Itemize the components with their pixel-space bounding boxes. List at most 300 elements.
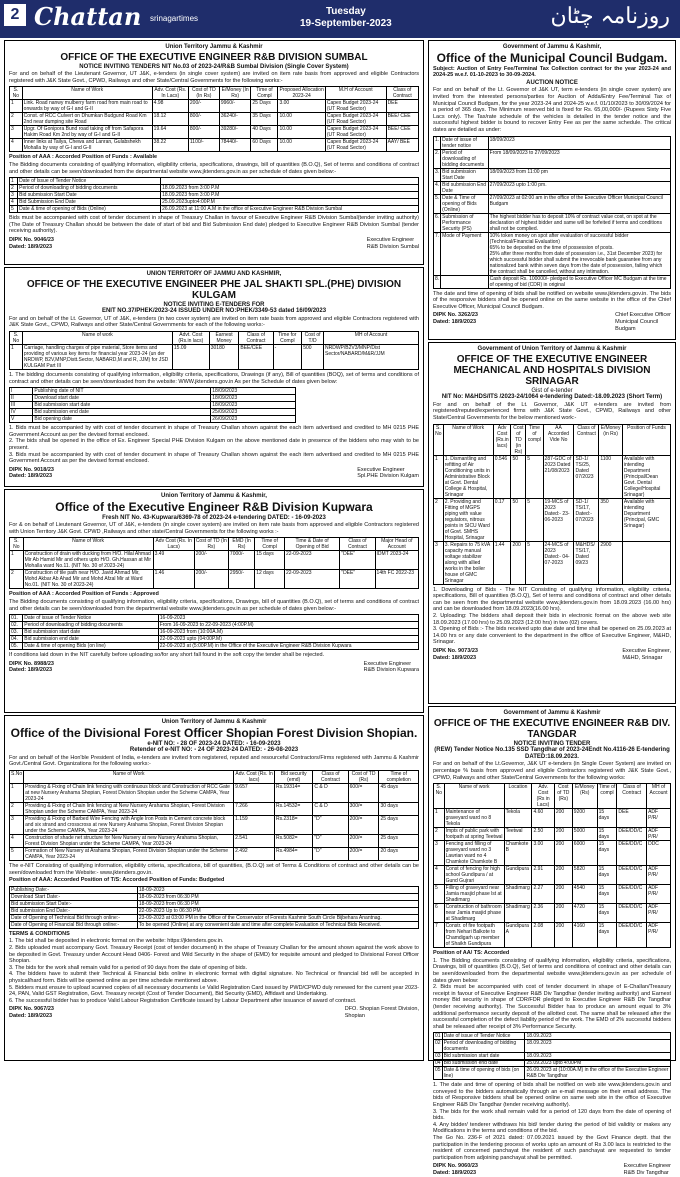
table-cell: Capex Budget 2023-24 (UT Road Sector)	[325, 139, 386, 152]
table-cell: From 18/09/2023 to 27/09/2023	[488, 149, 670, 168]
table-cell: 01	[435, 1033, 441, 1040]
table-cell: 14th FC 2022-23	[375, 570, 418, 589]
table-cell: 1	[10, 344, 23, 369]
schedule-row	[10, 893, 419, 900]
table-cell: 25.09.2023 upto 4:00PM	[525, 1060, 671, 1067]
col-header: Cost of TD (in Rs)	[511, 424, 526, 455]
table-cell: Bid opening date	[33, 416, 211, 423]
dipk-number: DIPK No. 9018/23 Dated: 18/9/2023	[9, 466, 54, 480]
col-header: Class of Contract	[340, 538, 375, 551]
works-table-body	[434, 455, 671, 584]
ad-notice: NOTICE INVITING TENDERS NIT No.03 of 2023-24/R&B Sumbal Division (Single Cover System)	[79, 63, 349, 70]
table-cell: Constr. of fire footpath from Nehari Balkote to Chamdigarh up member of Shaikh Gundipura	[444, 923, 504, 948]
table-cell: Download start date	[33, 395, 211, 402]
ad-notes: 1. Bids must be accompanied by with cost of tender document in shape of Treasury Challan shown against the each item advertised and credited to MH 0215 PHE Government Account as per the devised format enclosed. 2. The bids shall be opened in the office of Ex. Engineer Special PHE Division Kulgam on the above mentioned date in presence of the bidders who may wish to be present. 3. Bids must be accompanied by with cost of tender document in shape of Treasury Challan shown against the each item advertised and credited to MH 0215 PHE Government Account as per the devised format enclosed.	[9, 425, 419, 465]
ad-government: Union Territory Jammu & Kashmir	[165, 44, 263, 50]
table-cell: 22-09-2023	[284, 551, 339, 570]
table-cell: Rs.4984=	[275, 847, 313, 860]
table-cell: 19.64	[152, 126, 188, 139]
table-cell: 2	[10, 185, 18, 192]
table-cell: ADF P/R/	[647, 866, 671, 885]
table-cell: 7	[434, 923, 445, 948]
table-cell: Construction of bathroom near Jamia masjid phase at Shadimarg	[444, 904, 504, 923]
table-row	[10, 126, 419, 139]
table-cell: 3.	[434, 168, 441, 181]
table-cell: 200	[554, 904, 572, 923]
col-header: Adv. Cost (Rs. In Lacs)	[152, 87, 188, 100]
col-header: S. No	[10, 331, 23, 344]
table-cell: "D"	[313, 834, 348, 847]
table-cell: 200	[554, 841, 572, 866]
col-header: EMD (In Rs)	[228, 538, 254, 551]
ad-government: Union Territory of Jammu & Kashmir,	[161, 493, 267, 499]
table-row	[434, 904, 671, 923]
table-cell: 22-09-2023	[284, 570, 339, 589]
table-header-row	[10, 538, 419, 551]
terms-title: TERMS & CONDITIONS	[9, 930, 70, 937]
table-cell: 18/09/2023	[211, 388, 296, 395]
col-header: Cost of T/D	[302, 331, 324, 344]
masthead	[0, 0, 680, 38]
table-cell: Tekola	[504, 809, 532, 828]
table-cell: 25/09/2023	[211, 409, 296, 416]
table-cell: 23-09-2023 at 03:00 PM in the Office of the Conservator of Forests Kashmir South Circle Bijbehara Anantnag.	[137, 914, 418, 921]
table-cell: 9.657	[234, 783, 275, 802]
schedule-row	[10, 178, 419, 185]
table-cell: 1	[10, 178, 18, 185]
table-cell: C & D	[313, 802, 348, 815]
table-cell: 200/=	[348, 847, 379, 860]
signer: Executive Engineer R&B Division Kupwara	[363, 660, 419, 674]
col-header: S.No	[10, 770, 24, 783]
table-cell: ADF P/R/	[647, 885, 671, 904]
table-cell: 2	[434, 828, 445, 841]
table-cell: Date of Opening of Technical Bid through online:-	[10, 914, 138, 921]
schedule-row	[10, 185, 419, 192]
col-header: Adv. Cost (Rs in Lacs)	[532, 784, 554, 809]
dipk-number: DIPK No. 8988/23 Dated: 18/9/2023	[9, 660, 54, 674]
masthead-date-value: 19-September-2023	[300, 18, 392, 29]
schedule-row	[434, 136, 671, 149]
table-cell: 200	[554, 828, 572, 841]
signer: DFO. Shopian Forest Division, Shopian	[344, 1006, 419, 1019]
table-cell: Fencing and filling of graveyard ward no 3 Lawrian ward no 4 Chamkote Chamkote B	[444, 841, 504, 866]
table-cell: 15 days	[597, 904, 617, 923]
table-cell: Date & time of opening of bids (on line)	[442, 1067, 525, 1080]
schedule-row	[434, 275, 671, 288]
table-cell: Period of downloading of bidding documents	[442, 1040, 525, 1053]
table-cell: Available with intending Department (Principal/Dean Govt. Dental College/Hospital Srinagar)	[622, 455, 670, 498]
table-cell: 6	[434, 904, 445, 923]
col-header: Time of Compl	[255, 538, 285, 551]
table-cell: 04	[435, 1060, 441, 1067]
ad-footer: The date and time of opening of bids shall be notified on website www.jktenders.gov.in. The bids of the responsive bidders shall be opened online on the same website in the office of the Chief Executive Officer, Municipal Council Budgam.	[433, 290, 671, 310]
ad-signature	[9, 661, 419, 674]
table-row	[10, 815, 419, 834]
ad-intro: For and on behalf of the Lt. Governor, UT of J&K, e-tenders (in two cover system) are invited on item rate basis from approved and eligible Contractors registered with J&K State Govt., CPWD, Railways and other State/Central Governments for each of the following works:-	[9, 315, 419, 329]
col-header: S. No	[434, 784, 445, 809]
table-cell: 15.09	[172, 344, 209, 369]
ad-notice: e-NIT NO: - 28 OF 2023-24 DATED: - 16-09-2023	[147, 740, 281, 747]
schedule-row	[434, 1040, 671, 1053]
col-header: MH of Account	[647, 784, 671, 809]
table-cell: 2.492	[234, 847, 275, 860]
works-table	[9, 770, 419, 861]
schedule-row	[10, 622, 419, 629]
table-cell: Inner links at Tailya, Chewa and Lanran, Gulabshekh Mohalla by way of G-I and G-II	[22, 139, 152, 152]
ad-position: Position of AAA: Accorded Position of T/S: Accorded Position of Funds: Budgeted	[9, 877, 225, 884]
table-cell: 3	[10, 815, 24, 834]
table-cell: 25 days	[379, 815, 419, 834]
ad-office-title: Office of the Executive Engineer R&B Division Kupwara	[55, 499, 373, 514]
schedule-row	[434, 149, 671, 168]
ad-rb-tangdar	[428, 706, 676, 1176]
table-cell: 30 days	[379, 802, 419, 815]
col-header: Proposed Allocation 2023-24	[279, 87, 324, 100]
schedule-row	[10, 615, 419, 622]
table-cell: 2. Providing and Fitting of MGPS piping with value regulators, nitrous points in SICU Ward of Govt. SMHS Hospital, Srinagar	[443, 498, 493, 541]
table-row	[10, 570, 419, 589]
table-cell: Construction of shade net structure for New Nursery at new Nursery Arahama Shopian, Forest Division Shopian under the Scheme CAMPA, Year 2023-24	[24, 834, 234, 847]
schedule-body	[434, 136, 671, 288]
table-cell: 10.00	[278, 139, 325, 152]
masthead-day: Tuesday	[325, 6, 366, 17]
table-cell: Rs.2318=	[275, 815, 313, 834]
schedule-body	[434, 1033, 671, 1080]
table-cell: Date & time of opening Bids (on line)	[23, 643, 158, 650]
table-cell: 2	[434, 498, 444, 541]
table-cell: 4.	[434, 181, 441, 194]
page-number: 2	[4, 4, 26, 26]
table-cell: Gundipura A	[504, 923, 532, 948]
table-cell: 200	[511, 541, 526, 584]
table-cell: Filling of graveyard near Jamia masjid phase lst at Shadimarg	[444, 885, 504, 904]
table-cell: 5820	[572, 866, 597, 885]
dipk-number: DIPK No. 9067/23 Dated: 18/9/2023	[9, 1006, 54, 1019]
dipk-number: DIPK No. 9060/23 Dated: 18/9/2023	[433, 1163, 478, 1176]
ad-phe-kulgam	[4, 267, 424, 487]
masthead-date	[300, 6, 392, 30]
table-cell: BEE/ CEE	[386, 113, 418, 126]
ad-nit-number: NIT No: M&HDS/ITS /2023-24/1064 e-tendering Dated:-18.09.2023 (Short Term)	[441, 394, 663, 401]
schedule-row	[10, 914, 419, 921]
col-header: Class of Contract	[239, 331, 273, 344]
table-cell: 02	[434, 1040, 443, 1053]
table-cell: Providing & Fixing of Barbed Wire Fencing with Angle Iron Posts in Cement concrete block and six strand and crosscross at new Nursery Arahama Shopian, Forest Division Shopian under the Scheme CAMPA, Year 2023-24	[24, 815, 234, 834]
col-header: Earnest Money	[209, 331, 239, 344]
table-cell: Teetwal	[504, 828, 532, 841]
ad-notice-retender: Retender of e-NIT NO: - 24 OF 2023-24 DATED: - 26-08-2023	[129, 747, 299, 754]
schedule-row	[10, 921, 419, 928]
table-cell: Capex Budget 2023-24 (UT Road Sector)	[325, 126, 386, 139]
table-row	[434, 885, 671, 904]
table-cell: Bid submission Start Date	[441, 168, 488, 181]
ad-signature	[9, 1006, 419, 1019]
signer: Executive Engineer Spl.PHE Division Kulgam	[357, 466, 419, 480]
col-header: Class of Contract	[313, 770, 348, 783]
col-header: Time of compl	[526, 424, 543, 455]
schedule-row	[434, 1033, 671, 1040]
table-cell: DEE	[386, 100, 418, 113]
table-cell: 03.	[10, 629, 23, 636]
ad-notice: AUCTION NOTICE	[526, 79, 578, 86]
table-row	[10, 139, 419, 152]
table-cell: Maintenance of graveyard ward no 8 Tekola	[444, 809, 504, 828]
table-cell: 45 days	[379, 783, 419, 802]
ad-position: Position of AAA : Accorded Position of Funds : Available	[9, 154, 158, 161]
schedule-row	[10, 636, 419, 643]
table-cell: 01.	[10, 615, 23, 622]
col-header: M.H of Account	[325, 87, 386, 100]
table-cell: Date of issue of Tender Notice	[442, 1033, 525, 1040]
table-cell: 3.49	[153, 551, 194, 570]
table-cell: 25 Days	[251, 100, 278, 113]
table-cell: Bid submission start date	[33, 402, 211, 409]
table-cell: 36240/-	[219, 113, 251, 126]
schedule-row	[10, 886, 419, 893]
table-cell: 5.	[434, 194, 441, 213]
table-cell: 5	[434, 885, 445, 904]
ad-intro: For and on behalf of the Hon'ble President of India, e-tenders are invited from registered, reputed and resourceful Contractors/Firms registered with Jammu & Kashmir Govt./Central Govt. Organizations for the following works:-	[9, 754, 419, 768]
schedule-row	[434, 1060, 671, 1067]
table-cell: "D"	[313, 847, 348, 860]
table-header-row	[10, 87, 419, 100]
table-cell: Bid submission end date	[33, 409, 211, 416]
table-cell: BEE/ CEE	[386, 126, 418, 139]
table-cell: 15 days	[597, 885, 617, 904]
schedule-row	[10, 409, 296, 416]
table-cell: 26.09.2023 at 11:00 A.M in the office of Executive Engineer R&B Division Sumbal	[161, 206, 419, 213]
table-cell: 3.00	[278, 100, 325, 113]
table-cell: 300/=	[348, 802, 379, 815]
table-cell: ADF P/R/	[647, 828, 671, 841]
table-cell: 8.	[434, 275, 441, 288]
schedule-body	[10, 615, 419, 650]
table-cell: Date of issue of Tender Notice	[23, 615, 158, 622]
table-cell: 2.541	[234, 834, 275, 847]
table-cell: "DEE"	[340, 570, 375, 589]
table-cell: "D"	[313, 815, 348, 834]
table-cell: 1. Dismantling and refitting of Air Conditioning units in Administrative Block at Govt. Dental College & Hospital, Srinagar	[443, 455, 493, 498]
table-cell: 6000	[572, 841, 597, 866]
works-table	[433, 783, 671, 948]
schedule-row	[10, 206, 419, 213]
schedule-row	[10, 416, 296, 423]
table-cell: 500	[302, 344, 324, 369]
table-row	[434, 841, 671, 866]
table-cell: 2.91	[532, 866, 554, 885]
col-header: MH of Account	[323, 331, 418, 344]
col-header: Adv Cost (Rs.in lacs)	[493, 424, 511, 455]
table-cell: 4	[434, 866, 445, 885]
table-cell: Providing & Fixing of Chain link fencing with continuous block and Construction of RCC Gate at new Nursery Arahama Shopian, Forest Division Shopian under the Scheme CAMPA, Year 2023-24	[24, 783, 234, 802]
table-cell: 4720	[572, 904, 597, 923]
table-cell: IDMT 2023-24	[375, 551, 418, 570]
col-header: E/Money (In Rs)	[219, 87, 251, 100]
table-cell: 4160	[572, 923, 597, 948]
table-cell: 26/09/2023	[211, 416, 296, 423]
works-table-body	[10, 783, 419, 860]
table-cell: 800/-	[188, 113, 219, 126]
table-cell: 2.08	[532, 923, 554, 948]
col-header: Name of Work	[23, 538, 153, 551]
ad-intro: For & on behalf of Lieutenant Governor, UT of J&K, e-tenders (in single cover system) are invited on item rate basis from approved and eligible Contractors registered with Union Territory J&K Govt. CPWD ,Railways and other state/Central Governments for the following works :-	[9, 522, 419, 535]
schedule-row	[434, 1067, 671, 1080]
table-cell: Date & time of opening of Bids (Online)	[18, 206, 161, 213]
table-cell: Bid submission End Date:-	[10, 907, 138, 914]
table-row	[10, 100, 419, 113]
table-cell: 3	[10, 192, 18, 199]
table-cell: 35 Days	[251, 113, 278, 126]
table-cell: 2	[10, 802, 24, 815]
table-cell: ADF P/R/	[647, 809, 671, 828]
ad-government: UNION TERRITORY OF JAMMU AND KASHMIR,	[146, 271, 282, 277]
table-cell: Date of Issue of Tender Notice	[18, 178, 161, 185]
table-cell: Period of downloading of bidding documents	[18, 185, 161, 192]
table-cell: 1100/-	[188, 139, 219, 152]
table-cell: 18/09/2023 from 11:00 pm	[488, 168, 670, 181]
table-cell: Formation of New Nursery at Arahama Shopian, Forest Division Shopian under the Scheme CAMPA, Year 2023-24	[24, 847, 234, 860]
schedule-table	[433, 1032, 671, 1080]
table-cell: Bid submission start date	[442, 1053, 525, 1060]
table-cell: 27/09/2023 upto 1:00 pm.	[488, 181, 670, 194]
works-table	[433, 424, 671, 585]
table-cell: Publishing date of NIT	[33, 388, 211, 395]
table-cell: 16-09-2023	[158, 615, 418, 622]
table-cell: Rs.14532=	[275, 802, 313, 815]
col-header: AA Accorded Vide No	[543, 424, 574, 455]
schedule-row	[434, 168, 671, 181]
table-cell: Publishing Date:-	[10, 886, 138, 893]
table-row	[10, 783, 419, 802]
table-cell	[161, 178, 419, 185]
schedule-table	[9, 387, 296, 423]
table-cell: 2	[10, 113, 23, 126]
table-cell: 10.00	[278, 126, 325, 139]
ad-rb-kupwara	[4, 489, 424, 713]
schedule-row	[10, 907, 419, 914]
table-cell: 1.44	[493, 541, 511, 584]
table-cell: 7.266	[234, 802, 275, 815]
table-cell: 24-MCS of 2023 Dated:- 04-07-2023	[543, 541, 574, 584]
col-header: S. No	[10, 538, 24, 551]
table-cell: The highest bidder has to deposit 10% of contract value cost, on spot at the declaration of highest bidder and same will be forfeited if terms and conditions shall not be complied.	[488, 213, 670, 232]
table-cell: 350	[599, 498, 623, 541]
col-header: Cost of TD (In Rs)	[195, 538, 227, 551]
ad-body: For and on behalf of the Lt. Governor of J&K UT, term e-tenders (in single cover system) are invited from the interested persons/parties for Auction of Adda/Entry Fee/Terminal Tax of Municipal Council Budgam, for the year 2023-24 and 2024-25 w.e.f. 01/10/2023 to 30/09/2024 for a period of 365 days. The Minimum reserved bid is fixed for Rs. 65,00,000/- (Rupees Sixty Five Lacs only). The Tax/rate schedule of the vehicles is detailed in the tender notice and the successful highest bidder is bound to recover Entry Fee as per the same schedule. The critical dates are detailed as under:	[433, 87, 671, 133]
table-cell: Bid submission Start Date	[18, 192, 161, 199]
col-header: Name of work	[444, 784, 504, 809]
ad-subject: Subject: Auction of Entry Fee/Terminal Tax Collection contract for the year 2023-24 and 2024-25 w.e.f. 01-10-2023 to 30-09-2024.	[433, 65, 671, 79]
schedule-body	[10, 178, 419, 213]
table-cell: Const. of RCC Culvert on Dhumkan Budgund Road Km 2nd near dumping site Road	[22, 113, 152, 126]
col-header: Bid security (emd)	[275, 770, 313, 783]
col-header: E/Money (Rs)	[572, 784, 597, 809]
table-cell	[441, 275, 488, 288]
table-cell: 5000	[572, 828, 597, 841]
ad-signature	[433, 1163, 671, 1176]
table-cell: 1.46	[153, 570, 194, 589]
ad-position: Position of AA/ TS: Accorded	[433, 950, 510, 957]
table-cell: 1	[10, 100, 23, 113]
ad-terms: 1. The date and time of opening of bids shall be notified on web site www.jktenders.gov.in and conveyed to the bidders automatically through an e-mail message on their email address. The bids of Responsive bidders shall be opened online on same web site in the office of Executive Engineer R&B Div Tangdhar (tender receiving authority). 3. The bids for the work shall remain valid for a period of 120 days from the date of opening of bids. 4. Any bidder/ tenderer withdraws his bid/ tender during the period of bid validity or makes any Modifications in the terms and conditions of the bid. The Go No. 236-F of 2021 dated: 07.09.2021 issued by the Govt Finance deptt. that the participation in the tendering process of works upto an amount of Rs 3.00 lacs is restricted to the resident of concerned panchayat the resident of such panchayat are requested to tender participation from adjoining panchayat shall be permitted.	[433, 1082, 671, 1161]
ad-government: Government of Jammu & Kashmir,	[502, 44, 602, 50]
col-header: Time for Compl	[273, 331, 302, 344]
table-cell: 2900	[599, 541, 623, 584]
table-cell: 60 Days	[251, 139, 278, 152]
ad-gist: Gist of e-tender	[531, 387, 573, 394]
table-cell: 5	[526, 498, 543, 541]
table-cell: 30180	[209, 344, 239, 369]
table-cell: 200/=	[348, 834, 379, 847]
table-cell: DEE/DD/C	[617, 904, 647, 923]
table-cell: 22-09-2023 upto (04:00P.M)	[158, 636, 418, 643]
table-row	[434, 923, 671, 948]
ad-docs: 1. The bidding documents consisting of qualifying information, eligibility criteria, specifications, Drawings (if any), Bill of quantities (BOQ), set of terms and conditions of contract and other details can be seen/downloaded from the website: WWW.jktenders.gov.in As per the Schedule of dates given below:	[9, 371, 419, 385]
table-cell: Rs.5082=	[275, 834, 313, 847]
table-cell: AAY/ BEE	[386, 139, 418, 152]
table-cell: Link. Road nanwy mulberry farm road from main road to onwards by way of G-I and G-II	[22, 100, 152, 113]
ad-signature	[433, 648, 671, 661]
table-cell: 1	[434, 455, 444, 498]
table-cell: M&HDS/ TS/17, Dated 09/23	[574, 541, 599, 584]
table-cell: Construction of tile path near H/O. Javid Ahmad Mir, Mohd Akbar Ab Ahad Mir and Mohd Afzal Mir at Ward No.01. (NIT No. 30 of 2023-24)	[23, 570, 153, 589]
ad-footer: Bids must be accompanied with cost of tender document in shape of Treasury Challan in favour of Executive Engineer R&B Division Sumbal(tender inviting authority) (The Date of Treasury Challan should be between the date of start of bid and Bid Submission End date) pledged to Executive Engineer R&B Division Sumbal (tender receiving authority).	[9, 215, 419, 235]
schedule-row	[10, 192, 419, 199]
table-cell: 05.	[10, 643, 23, 650]
table-cell: 3	[434, 841, 445, 866]
table-header-row	[10, 770, 419, 783]
ad-office-title: OFFICE OF THE EXECUTIVE ENGINEER PHE JAL SHAKTI SPL.(PHE) DIVISION KULGAM	[26, 278, 402, 301]
table-cell: ADF P/R/	[647, 904, 671, 923]
col-header: Name of Work	[24, 770, 234, 783]
table-cell: Rs.19314=	[275, 783, 313, 802]
table-cell: 4	[10, 139, 23, 152]
table-cell: Cash deposit Rs. 100000/- pledged to Executive Officer MC Budgam at the time of opening of bid (CDR) in original	[488, 275, 670, 288]
table-cell: 18.09.2023 from 3:00 P.M	[161, 185, 419, 192]
table-cell: 05	[434, 1067, 443, 1080]
newspaper-tagline: srinagartimes	[150, 14, 199, 23]
table-cell: Chamkote B	[504, 841, 532, 866]
schedule-row	[434, 194, 671, 213]
table-cell: 7.	[434, 232, 441, 275]
table-cell: Const of fencing for high school Gundipura / at Gund Gujrari	[444, 866, 504, 885]
table-cell: DDC	[647, 841, 671, 866]
table-cell: 15 days	[255, 551, 285, 570]
col-header: Location	[504, 784, 532, 809]
table-cell: DEE/DD/C	[617, 841, 647, 866]
table-cell: 5	[526, 455, 543, 498]
table-cell: 03	[435, 1053, 441, 1060]
table-cell: Shadimarg	[504, 885, 532, 904]
ad-notice: NOTICE INVITING E-TENDERS FOR	[163, 301, 265, 308]
table-cell: 200	[554, 809, 572, 828]
table-header-row	[10, 331, 419, 344]
col-header: Cost of TD (Rs)	[554, 784, 572, 809]
ad-office-title: OFFICE OF THE EXECUTIVE ENGINEER R&B DIV. TANGDAR	[433, 717, 671, 740]
table-cell: 5	[10, 206, 18, 213]
signer: Executive Engineer, M&HD, Srinagar	[622, 647, 671, 661]
ad-intro: For and on behalf of the Lieutenant Governor, UT J&K, e-tenders (in single cover system) are invited on item rate basis from approved and eligible Contractors registered with J&K State Govt., CPWD, Railways and other State/Central Governments for the following works:-	[9, 71, 419, 84]
table-cell: Bid submission end date	[23, 636, 158, 643]
ad-notes: 1. The Bidding documents consisting of qualifying information, eligibility criteria, specifications, Drawings, bill of quantities (B.O.Q), Set of terms and conditions of contract and other details can be seen/downloaded from the departmental website www.jktenders.gov.in as per schedule of dates given below: 2. Bids must be accompanied with cost of tender document in shape of E-Challan/Treasury receipt in favour of Executive Engineer R&B Div Tangdhar (tender inviting authority) and Earnest money Bid security in shape of CDR/FDR pledged to Executive Engineer R&B Div Tangdhar (tender receiving authority). The Successful Bidder has to produce an amount equal to 3% additional performance security deposit of the allotted cost. The same shall be released after the successful completion of the defect liability period of the work. The EMD of 2% successful bidders shall be released after receipt of 3% Performance Security.	[433, 957, 671, 1030]
ad-notes: 1. Downloading of Bids - The NIT Consisting of qualifying information, eligibility criteria, specifications, Bill of quantities (B.O.Q), Set of terms and conditions of contract and other details can be seen from the departmental website www.jktenders.gov.in from 18.09.2023 (16.00 hrs) and can be downloaded from 18.09.2023(16.00 hrs). 2. Uploading: The bidders shall deposit their bids in electronic format on the above web site 18.09.2023 (17.00 hrs) to 25.09.2023 (12:00 hrs) in two (02) covers. 3. Opening of Bids :- The bids received upto due date and time shall be opened on 25.09.2023 at 14.00 hrs or any date convenient to the department in the office of Executive Engineer, M&HD, Srinagar.	[433, 586, 671, 646]
table-cell: Capex Budget 2023-24 (UT Road Sector)	[325, 113, 386, 126]
table-cell: 200	[554, 885, 572, 904]
ad-office-title: Office of the Municipal Council Budgam.	[436, 50, 668, 65]
newspaper-logo: Chattan	[34, 2, 142, 31]
table-cell: Bid submission end date	[442, 1060, 525, 1067]
